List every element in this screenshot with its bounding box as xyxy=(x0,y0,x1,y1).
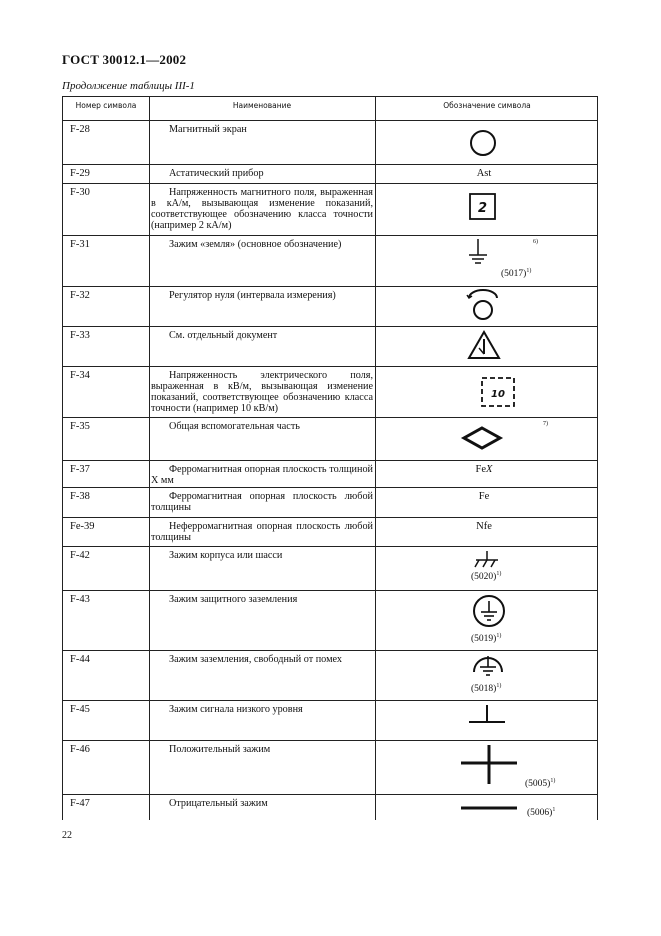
symbol-text: FeX xyxy=(475,464,493,475)
table-row xyxy=(63,740,597,794)
symbol-name: Ферромагнитная опорная плоскость любой толщины xyxy=(151,491,373,513)
symbol-name: Зажим заземления, свободный от помех xyxy=(169,654,342,665)
symbol-name: Магнитный экран xyxy=(169,124,247,135)
symbol-name: Напряженность магнитного поля, выраженная в кА/м, вызывающая изменение показаний, соответствующее обозначению класса точности (например 2 кА/м) xyxy=(151,187,373,231)
plus-icon xyxy=(385,740,599,794)
symbol-code: F-43 xyxy=(70,594,90,605)
symbol-name: Отрицательный зажим xyxy=(169,798,268,809)
symbol-name: Зажим корпуса или шасси xyxy=(169,550,283,561)
table-row xyxy=(63,487,597,517)
symbol-reference: $(5019)^{1)}$ xyxy=(471,633,502,645)
table-row xyxy=(63,650,597,700)
symbol-name: Напряженность электрического поля, выраженная в кВ/м, вызывающая изменение показаний, соответствующее обозначению класса точности (например 10 кВ/м) xyxy=(151,370,373,414)
symbol-reference: $(5018)^{1)}$ xyxy=(471,683,502,695)
boxed-2-icon xyxy=(385,183,599,235)
symbol-code: F-42 xyxy=(70,550,90,561)
column-header-symbol: Обозначение символа xyxy=(443,101,531,110)
symbol-code: F-31 xyxy=(70,239,90,250)
symbol-code: F-32 xyxy=(70,290,90,301)
symbol-name: Положительный зажим xyxy=(169,744,271,755)
symbol-code: F-38 xyxy=(70,491,90,502)
symbol-reference: $(5020)^{1)}$ xyxy=(471,571,502,583)
diamond-icon xyxy=(385,417,599,460)
symbol-code: F-46 xyxy=(70,744,90,755)
table-row xyxy=(63,183,597,235)
column-header-name: Наименование xyxy=(232,101,292,110)
footnote-mark: 7) xyxy=(543,421,548,427)
symbol-code: F-45 xyxy=(70,704,90,715)
chassis-icon xyxy=(385,546,599,590)
column-header-code: Номер символа xyxy=(75,101,137,110)
symbol-code: F-34 xyxy=(70,370,90,381)
table-row xyxy=(63,590,597,650)
low-signal-icon xyxy=(385,700,599,740)
table-row xyxy=(63,417,597,460)
symbol-name: Зажим «земля» (основное обозначение) xyxy=(169,239,342,250)
symbol-code: F-47 xyxy=(70,798,90,809)
symbol-code: F-44 xyxy=(70,654,90,665)
table-row xyxy=(63,326,597,366)
symbol-name: См. отдельный документ xyxy=(169,330,278,341)
symbols-table xyxy=(62,96,598,820)
symbol-reference: $(5017)^{1)}$ xyxy=(501,268,532,280)
table-row xyxy=(63,164,597,183)
symbol-text: Fe xyxy=(478,491,490,502)
zero-adjuster-icon xyxy=(385,286,599,326)
warning-triangle-icon xyxy=(385,326,599,366)
symbol-name: Зажим сигнала низкого уровня xyxy=(169,704,303,715)
minus-icon xyxy=(385,794,599,821)
page-number: 22 xyxy=(62,830,72,841)
symbol-name: Неферромагнитная опорная плоскость любой толщины xyxy=(151,521,373,543)
symbol-reference: $(5005)^{1)}$ xyxy=(525,778,556,790)
document-title: ГОСТ 30012.1—2002 xyxy=(62,52,187,67)
symbol-name: Астатический прибор xyxy=(169,168,264,179)
table-row xyxy=(63,366,597,417)
symbol-text: Nfe xyxy=(476,521,492,532)
table-row xyxy=(63,794,597,821)
table-caption: Продолжение таблицы III-1 xyxy=(62,80,195,92)
table-row xyxy=(63,235,597,286)
dashed-box-10-icon xyxy=(385,366,599,417)
box-digit: 2 xyxy=(477,201,488,216)
box-digit: 10 xyxy=(491,389,505,400)
table-row xyxy=(63,120,597,164)
table-row xyxy=(63,546,597,590)
symbol-name: Общая вспомогательная часть xyxy=(169,421,300,432)
symbol-name: Регулятор нуля (интервала измерения) xyxy=(169,290,336,301)
earth-icon xyxy=(385,235,599,286)
footnote-mark: 6) xyxy=(533,239,538,245)
table-row xyxy=(63,517,597,546)
symbol-code: F-30 xyxy=(70,187,90,198)
symbol-code: F-29 xyxy=(70,168,90,179)
symbol-text: Ast xyxy=(476,168,492,179)
symbol-code: F-37 xyxy=(70,464,90,475)
symbol-code: F-33 xyxy=(70,330,90,341)
symbol-code: F-35 xyxy=(70,421,90,432)
noiseless-earth-icon xyxy=(385,650,599,700)
table-row xyxy=(63,700,597,740)
symbol-name: Ферромагнитная опорная плоскость толщиной X мм xyxy=(151,464,373,486)
table-row xyxy=(63,286,597,326)
symbol-name: Зажим защитного заземления xyxy=(169,594,298,605)
table-row xyxy=(63,460,597,487)
symbol-reference: $(5006)^1$ xyxy=(527,807,556,819)
protective-earth-icon xyxy=(385,590,599,650)
circle-icon xyxy=(385,120,599,164)
symbol-code: F-28 xyxy=(70,124,90,135)
symbol-code: Fe-39 xyxy=(70,521,95,532)
